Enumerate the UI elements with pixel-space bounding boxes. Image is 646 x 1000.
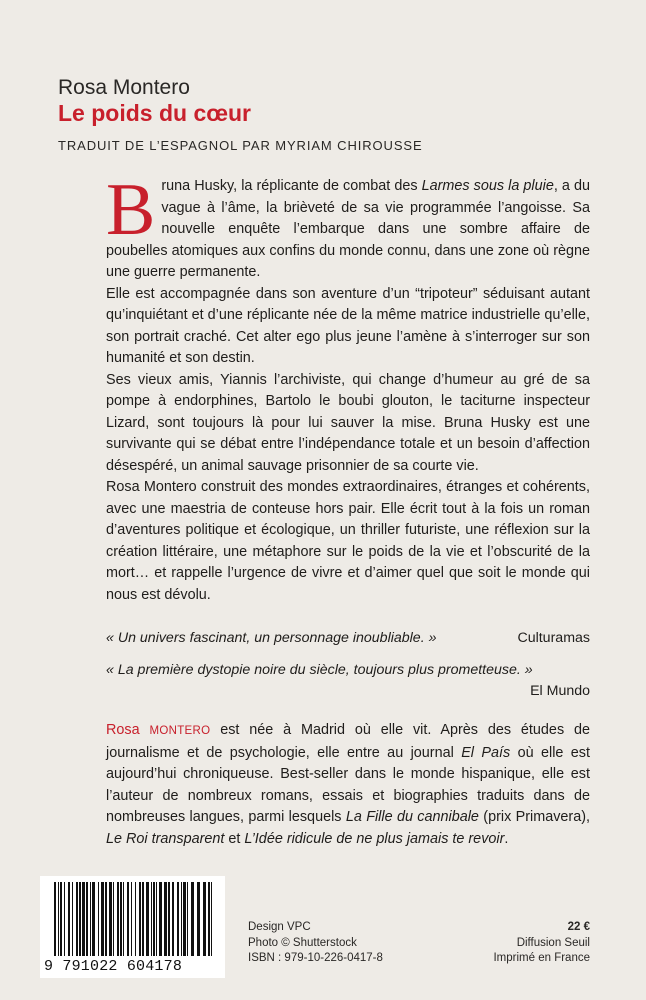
- summary-paragraph-2: Elle est accompagnée dans son aventure d’un “tripoteur” séduisant autant qu’inquiétant et d’une réplicante née de la même matrice industrielle qu’elle, son portrait craché. Cet alter ego plus jeune l’amène à s’interroger sur son humanité et son destin.: [106, 285, 590, 366]
- barcode-bar: [168, 882, 170, 956]
- book-reference: Larmes sous la pluie: [421, 178, 554, 194]
- quote-text: « Un univers fascinant, un personnage inoubliable. »: [106, 630, 437, 646]
- bio-text: où elle est aujourd’hui chroniqueuse. Best-seller dans le monde hispanique, elle est l’auteur de nombreux romans, essais et biographies traduits dans de nombreuses langues, parmi lesquels: [106, 744, 591, 825]
- barcode-bars-icon: [40, 876, 225, 960]
- barcode-bar: [90, 882, 91, 956]
- barcode-bar: [181, 882, 182, 956]
- summary-text: runa Husky, la réplicante de combat des: [161, 178, 422, 194]
- barcode-bar: [86, 882, 88, 956]
- barcode-bar: [191, 882, 194, 956]
- barcode-bar: [159, 882, 162, 956]
- photo-credit: Photo © Shutterstock: [248, 936, 357, 949]
- barcode: [40, 876, 225, 978]
- barcode-bar: [131, 882, 132, 956]
- bio-first-name: Rosa: [106, 722, 150, 738]
- bio-reference: El País: [461, 744, 511, 761]
- barcode-bar: [117, 882, 119, 956]
- design-credit: Design VPC: [248, 921, 311, 933]
- barcode-bar: [72, 882, 73, 956]
- press-quote-2: [106, 660, 590, 702]
- isbn: ISBN : 979-10-226-0417-8: [248, 952, 383, 964]
- barcode-bar: [211, 882, 212, 956]
- summary-paragraph-4: Rosa Montero construit des mondes extraordinaires, étranges et cohérents, avec une maestria de conteuse hors pair. Elle écrit tout à la fois un roman d’aventures politique et écologique, un thriller futuriste, une réflexion sur la création littéraire, une métaphore sur le poids de la vie et l’obscurité de la mort… et rappelle l’urgence de vivre et d’aimer quel que soit le monde qui nous est dévolu.: [106, 479, 590, 603]
- barcode-bar: [82, 882, 85, 956]
- barcode-bar: [120, 882, 122, 956]
- barcode-bar: [76, 882, 78, 956]
- barcode-bar: [164, 882, 167, 956]
- summary-paragraph-1: [106, 169, 590, 284]
- barcode-bar: [197, 882, 200, 956]
- barcode-bar: [208, 882, 210, 956]
- distribution: Diffusion Seuil: [516, 936, 590, 949]
- barcode-bar: [183, 882, 186, 956]
- bio-reference: L’Idée ridicule de ne plus jamais te revoir: [244, 830, 505, 847]
- barcode-bar: [92, 882, 95, 956]
- barcode-bar: [151, 882, 152, 956]
- barcode-bar: [127, 882, 129, 956]
- bio-text: .: [504, 830, 509, 847]
- barcode-bar: [109, 882, 112, 956]
- book-title: Le poids du cœur: [58, 100, 251, 126]
- blurb-summary: [106, 169, 590, 606]
- barcode-bar: [153, 882, 155, 956]
- drop-cap: B: [106, 169, 156, 251]
- barcode-bar: [187, 882, 188, 956]
- barcode-bar: [142, 882, 144, 956]
- barcode-bar: [123, 882, 124, 956]
- barcode-bar: [113, 882, 114, 956]
- barcode-bar: [172, 882, 174, 956]
- bio-text: est née à Madrid où elle vit. Après des études de journalisme et de psychologie, elle entre au journal: [106, 722, 590, 761]
- barcode-bar: [58, 882, 59, 956]
- barcode-bar: [101, 882, 104, 956]
- barcode-bar: [203, 882, 206, 956]
- barcode-bar: [139, 882, 141, 956]
- barcode-bar: [60, 882, 62, 956]
- credits-block: [248, 920, 383, 967]
- press-quote-1: [106, 628, 590, 649]
- barcode-bar: [64, 882, 65, 956]
- translator-credit: TRADUIT DE L’ESPAGNOL PAR MYRIAM CHIROUSSE: [58, 138, 423, 153]
- barcode-bar: [79, 882, 81, 956]
- publisher-block: [493, 920, 590, 967]
- bio-text: (prix Primavera),: [478, 809, 590, 825]
- price: 22 €: [567, 921, 590, 933]
- summary-paragraph-3: Ses vieux amis, Yiannis l’archiviste, qui change d’humeur au gré de sa pompe à endorphines, Bartolo le boubi glouton, le taciturne inspecteur Lizard, sont toujours là pour lui sauver la mise. Bruna Husky est une survivante qui se débat entre l’indépendance totale et un besoin d’affection désespéré, un animal sauvage prisonnier de sa courte vie.: [106, 371, 590, 474]
- barcode-bar: [68, 882, 70, 956]
- barcode-bar: [54, 882, 56, 956]
- barcode-bar: [105, 882, 107, 956]
- barcode-bar: [135, 882, 136, 956]
- bio-reference: La Fille du cannibale: [345, 809, 479, 825]
- bio-text: et: [224, 830, 245, 847]
- barcode-bar: [177, 882, 179, 956]
- author-bio: [106, 720, 590, 850]
- bio-reference: Le Roi transparent: [106, 830, 225, 847]
- printed-in: Imprimé en France: [493, 952, 590, 964]
- barcode-digits: 9 791022 604178: [44, 958, 183, 975]
- barcode-bar: [98, 882, 99, 956]
- quote-source: Culturamas: [517, 630, 590, 646]
- bio-last-name: MONTERO: [149, 725, 211, 737]
- bio-author-name: [106, 722, 210, 738]
- barcode-bar: [146, 882, 149, 956]
- summary-text: , a du vague à l’âme, la brièveté de sa vie programmée l’angoisse. Sa nouvelle enquête l’embarque dans une sombre affaire de poubelles atomiques aux confins du monde connu, dans une zone où règne une guerre permanente.: [106, 178, 590, 280]
- author-name: Rosa Montero: [58, 76, 190, 99]
- barcode-bar: [156, 882, 157, 956]
- quote-text: « La première dystopie noire du siècle, toujours plus prometteuse. »: [106, 662, 533, 678]
- quote-source: El Mundo: [530, 683, 590, 699]
